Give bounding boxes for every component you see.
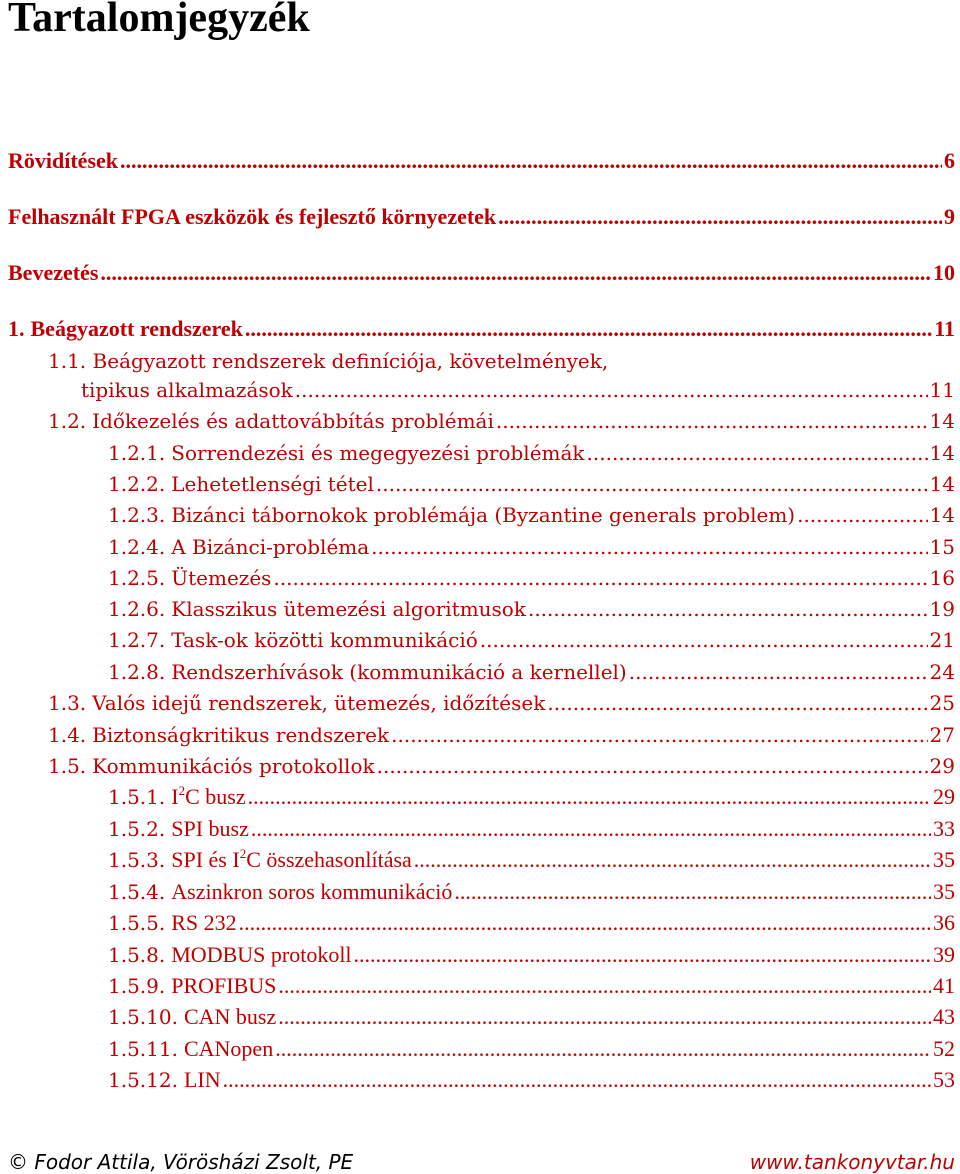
toc-leader-dots	[528, 599, 928, 619]
toc-entry-number: 1.5.	[48, 754, 87, 778]
page-title: Tartalomjegyzék	[8, 0, 310, 41]
toc-entry-title	[171, 846, 412, 872]
toc-entry-title-post: C busz	[185, 784, 246, 809]
toc-leader-dots	[454, 881, 931, 903]
toc-entry-title: Felhasznált FPGA eszközök és fejlesztő környezetek	[8, 204, 497, 229]
toc-entry-title: Bevezetés	[8, 260, 99, 285]
toc-leader-dots	[295, 380, 928, 400]
toc-entry-number: 1.5.11.	[108, 1037, 178, 1061]
toc-leader-dots	[273, 568, 927, 588]
toc-page-number: 15	[929, 535, 955, 559]
toc-entry-1-5-10[interactable]	[108, 1006, 955, 1028]
toc-leader-dots	[391, 725, 927, 745]
toc-entry-title-line1: Beágyazott rendszerek definíciója, követelmények,	[92, 349, 609, 373]
toc-leader-dots	[547, 693, 927, 713]
toc-leader-dots	[414, 849, 931, 871]
toc-entry-title-pre: SPI és I	[171, 847, 240, 872]
toc-leader-dots	[498, 206, 942, 228]
toc-entry-title-sup: 2	[178, 783, 186, 798]
toc-leader-dots	[480, 630, 928, 650]
toc-leader-dots	[251, 818, 931, 840]
toc-entry-number: 1.2.2.	[108, 472, 166, 496]
toc-entry-number: 1.5.10.	[108, 1005, 178, 1029]
toc-page-number: 10	[933, 260, 955, 285]
toc-entry-title: Beágyazott rendszerek	[30, 316, 243, 341]
toc-entry-1-3[interactable]	[48, 693, 955, 713]
toc-entry-number: 1.5.9.	[108, 974, 166, 998]
footer-website-link[interactable]: www.tankonyvtar.hu	[749, 1150, 955, 1174]
toc-entry-number: 1.5.4.	[108, 880, 166, 904]
toc-page-number: 27	[929, 723, 955, 747]
toc-leader-dots	[239, 912, 931, 934]
toc-entry-title: CAN busz	[183, 1004, 277, 1029]
toc-page-number: 16	[929, 566, 955, 590]
toc-entry-1-2-5[interactable]	[108, 568, 955, 588]
toc-entry-number: 1.5.2.	[108, 817, 166, 841]
toc-entry-1[interactable]	[8, 318, 955, 340]
toc-page-number: 11	[934, 316, 955, 341]
toc-entry-bevezetes[interactable]	[8, 262, 955, 284]
toc-entry-title: Rövidítések	[8, 148, 118, 173]
toc-entry-number: 1.2.8.	[108, 660, 166, 684]
toc-entry-1-5-4[interactable]	[108, 881, 955, 903]
toc-entry-title: MODBUS protokoll	[171, 942, 352, 967]
toc-leader-dots	[377, 756, 928, 776]
toc-entry-fpga-eszkozok[interactable]	[8, 206, 955, 228]
toc-entry-number: 1.	[8, 316, 25, 341]
toc-entry-title: Klasszikus ütemezési algoritmusok	[171, 597, 526, 621]
toc-entry-title: Ütemezés	[171, 566, 272, 590]
toc-entry-number: 1.2.4.	[108, 535, 166, 559]
toc-page-number: 14	[929, 409, 955, 433]
toc-entry-number: 1.2.5.	[108, 566, 166, 590]
toc-entry-1-2[interactable]	[48, 411, 955, 431]
toc-leader-dots	[223, 1069, 931, 1091]
toc-leader-dots	[354, 944, 931, 966]
toc-entry-1-5-11[interactable]	[108, 1038, 955, 1060]
toc-entry-1-2-1[interactable]	[108, 443, 955, 463]
toc-entry-title: tipikus alkalmazások	[81, 378, 293, 402]
toc-page-number: 43	[933, 1004, 955, 1029]
toc-page-number: 25	[929, 691, 955, 715]
toc-entry-1-5-9[interactable]	[108, 975, 955, 997]
toc-entry-number: 1.2.	[48, 409, 87, 433]
toc-page-number: 11	[929, 378, 955, 402]
toc-page-number: 39	[933, 942, 955, 967]
toc-entry-title: LIN	[183, 1067, 221, 1092]
toc-page-number: 14	[929, 503, 955, 527]
toc-entry-number: 1.2.7.	[108, 628, 166, 652]
toc-entry-number: 1.5.5.	[108, 911, 166, 935]
toc-entry-1-5-5[interactable]	[108, 912, 955, 934]
toc-entry-1-5-12[interactable]	[108, 1069, 955, 1091]
toc-leader-dots	[248, 786, 931, 808]
toc-entry-title: Sorrendezési és megegyezési problémák	[171, 441, 585, 465]
toc-entry-number: 1.5.12.	[108, 1068, 178, 1092]
toc-page-number: 29	[933, 784, 955, 809]
toc-page-number: 9	[944, 204, 955, 229]
toc-entry-title: Biztonságkritikus rendszerek	[92, 723, 390, 747]
toc-entry-1-5-2[interactable]	[108, 818, 955, 840]
toc-entry-title	[171, 783, 246, 809]
toc-entry-number: 1.1.	[48, 349, 87, 373]
toc-entry-number: 1.2.6.	[108, 597, 166, 621]
toc-leader-dots	[629, 662, 928, 682]
toc-entry-rovidites[interactable]	[8, 150, 955, 172]
toc-page-number: 33	[933, 816, 955, 841]
toc-page-number: 24	[929, 660, 955, 684]
toc-entry-title: CANopen	[183, 1036, 274, 1061]
toc-entry-number: 1.5.3.	[108, 848, 166, 872]
toc-leader-dots	[245, 318, 932, 340]
toc-leader-dots	[120, 150, 942, 172]
toc-leader-dots	[100, 262, 931, 284]
toc-entry-title: Task-ok közötti kommunikáció	[171, 628, 478, 652]
toc-entry-1-1-line1[interactable]	[48, 349, 608, 373]
toc-entry-title: Aszinkron soros kommunikáció	[171, 879, 453, 904]
toc-entry-title: Valós idejű rendszerek, ütemezés, időzítések	[92, 691, 546, 715]
toc-entry-title: Bizánci tábornokok problémája (Byzantine generals problem)	[171, 503, 796, 527]
toc-entry-1-4[interactable]	[48, 725, 955, 745]
toc-entry-title-sup: 2	[239, 846, 247, 861]
toc-entry-1-5-3[interactable]	[108, 846, 955, 872]
toc-page-number: 29	[929, 754, 955, 778]
toc-leader-dots	[275, 1038, 931, 1060]
toc-entry-1-2-7[interactable]	[108, 630, 955, 650]
toc-entry-title: SPI busz	[171, 816, 249, 841]
toc-page-number: 19	[929, 597, 955, 621]
toc-leader-dots	[587, 443, 928, 463]
toc-entry-1-1[interactable]	[81, 380, 955, 400]
toc-page-number: 52	[933, 1036, 955, 1061]
toc-page-number: 6	[944, 148, 955, 173]
toc-entry-title-post: C összehasonlítása	[246, 847, 412, 872]
toc-entry-1-2-8[interactable]	[108, 662, 955, 682]
toc-entry-number: 1.5.8.	[108, 943, 166, 967]
toc-page-number: 21	[929, 628, 955, 652]
toc-entry-number: 1.2.3.	[108, 503, 166, 527]
toc-leader-dots	[376, 474, 928, 494]
toc-leader-dots	[371, 537, 927, 557]
toc-entry-1-2-4[interactable]	[108, 537, 955, 557]
toc-entry-title: Időkezelés és adattovábbítás problémái	[92, 409, 494, 433]
toc-entry-title: Kommunikációs protokollok	[92, 754, 375, 778]
toc-entry-number: 1.5.1.	[108, 785, 166, 809]
toc-entry-number: 1.4.	[48, 723, 87, 747]
toc-entry-title: A Bizánci-probléma	[171, 535, 370, 559]
toc-page-number: 14	[929, 472, 955, 496]
toc-entry-1-5-1[interactable]	[108, 783, 955, 809]
toc-leader-dots	[278, 975, 931, 997]
toc-page-number: 53	[933, 1067, 955, 1092]
toc-leader-dots	[797, 505, 927, 525]
toc-entry-1-5[interactable]	[48, 756, 955, 776]
toc-page-number: 35	[933, 847, 955, 872]
toc-page-number: 41	[933, 973, 955, 998]
toc-entry-title: Lehetetlenségi tétel	[171, 472, 374, 496]
toc-entry-1-2-3[interactable]	[108, 505, 955, 525]
toc-entry-title: PROFIBUS	[171, 973, 277, 998]
toc-leader-dots	[496, 411, 928, 431]
toc-page-number: 36	[933, 910, 955, 935]
toc-entry-1-2-2[interactable]	[108, 474, 955, 494]
toc-entry-number: 1.2.1.	[108, 441, 166, 465]
toc-entry-title-pre: I	[171, 784, 179, 809]
toc-page-number: 14	[929, 441, 955, 465]
toc-entry-1-5-8[interactable]	[108, 944, 955, 966]
toc-entry-1-2-6[interactable]	[108, 599, 955, 619]
toc-page-number: 35	[933, 879, 955, 904]
toc-entry-title: Rendszerhívások (kommunikáció a kernellel)	[171, 660, 627, 684]
toc-entry-title: RS 232	[171, 910, 237, 935]
toc-entry-number: 1.3.	[48, 691, 87, 715]
footer-copyright: © Fodor Attila, Vörösházi Zsolt, PE	[8, 1150, 354, 1174]
toc-leader-dots	[278, 1006, 931, 1028]
